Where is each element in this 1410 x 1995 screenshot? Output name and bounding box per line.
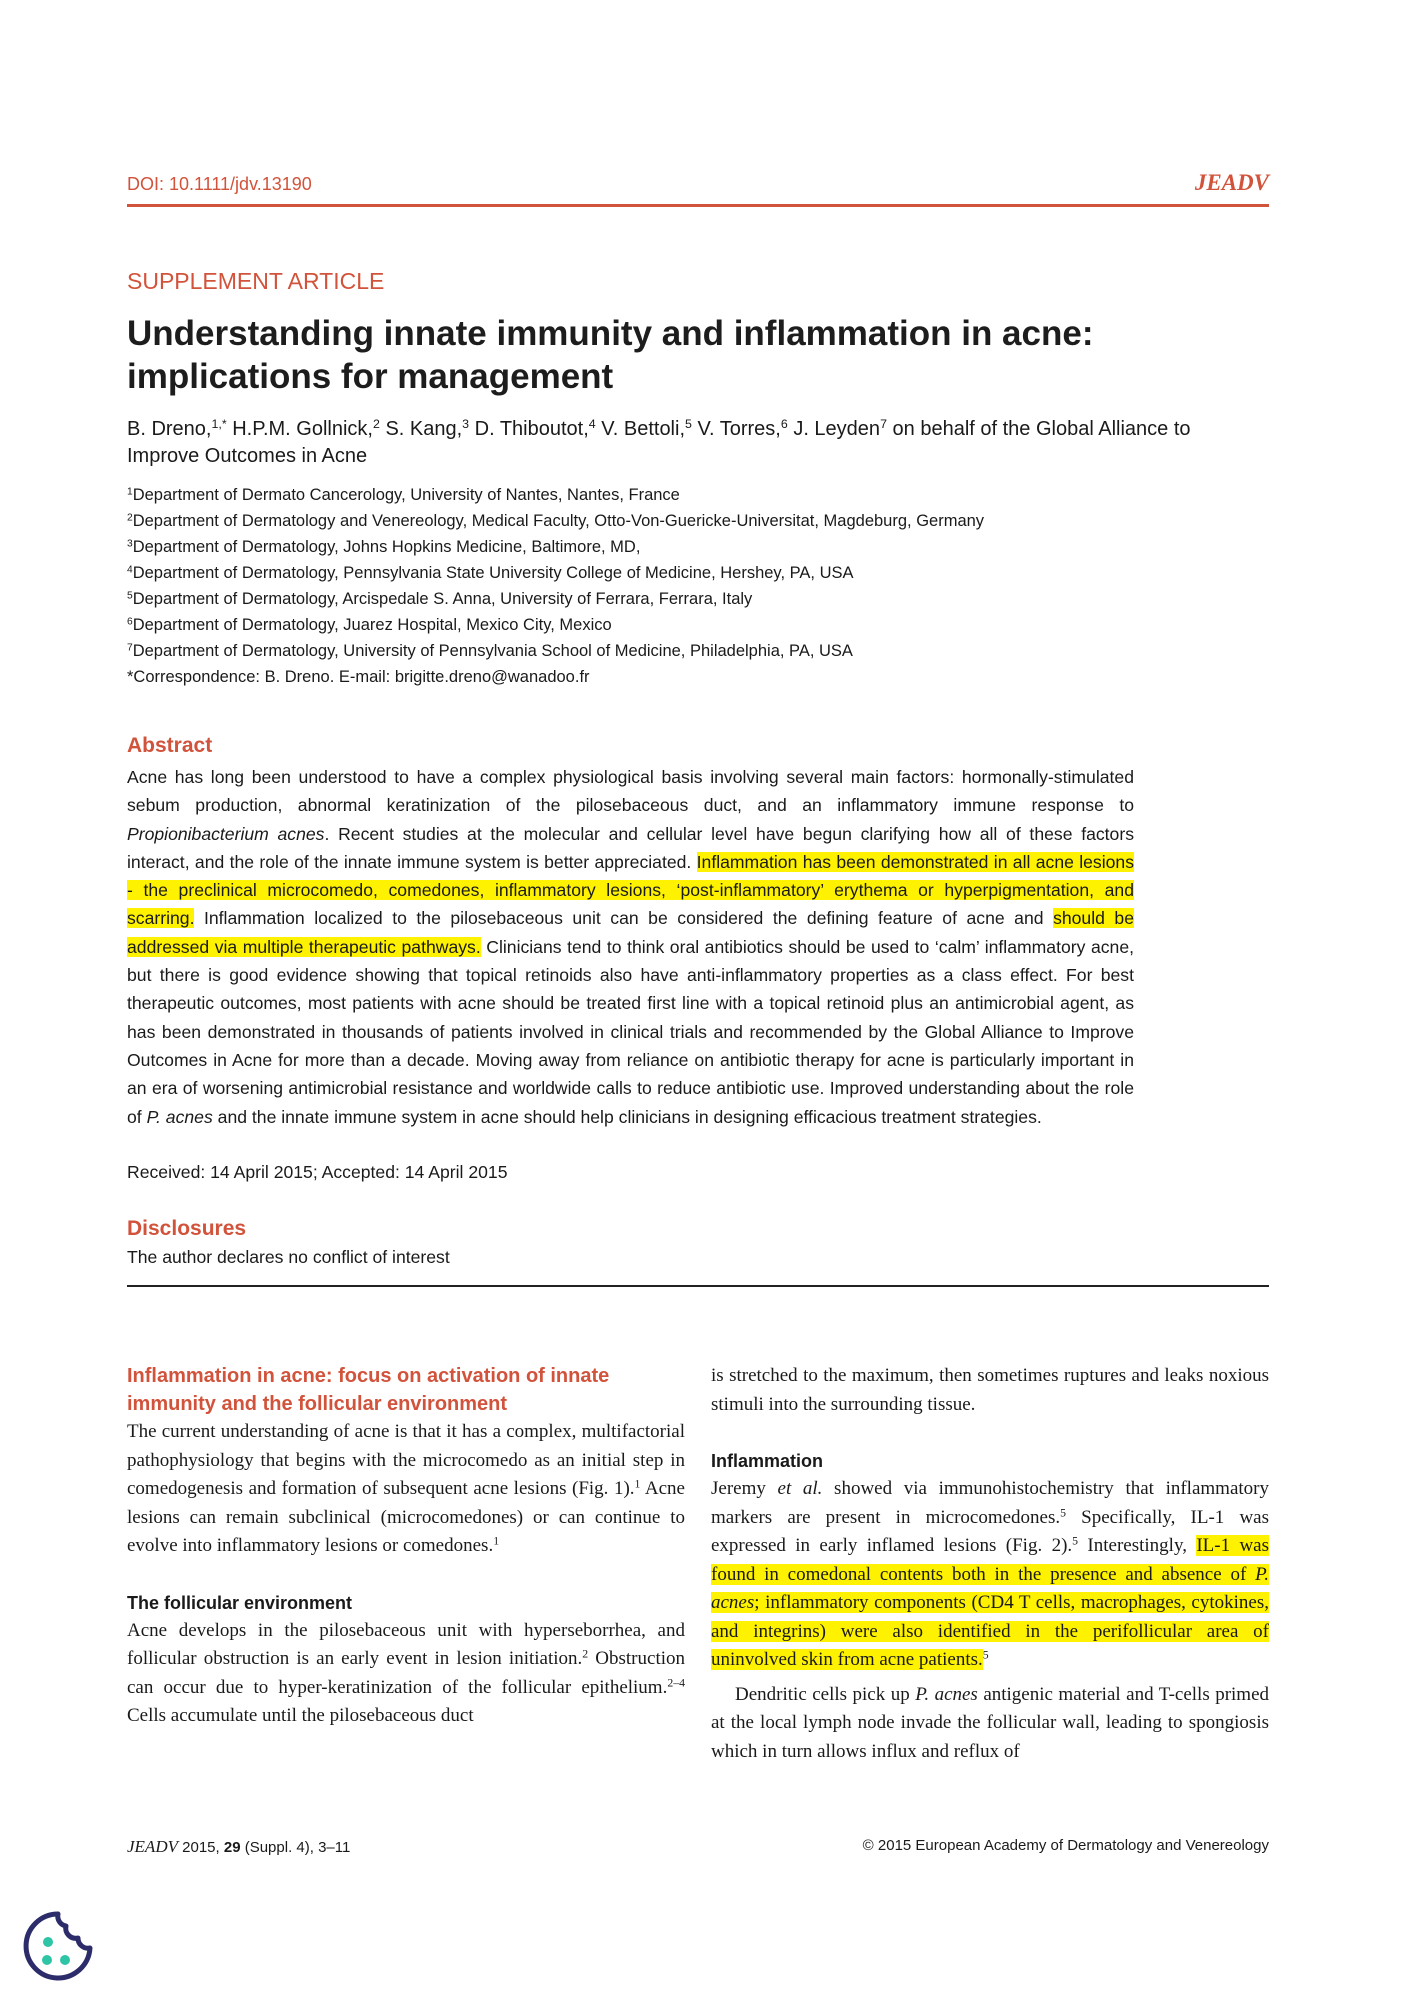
author-affil: 5 [685, 417, 692, 432]
correspondence-name: B. Dreno. [264, 668, 335, 686]
author-group: on behalf of the Global Alliance to Improve Outcomes in Acne [127, 418, 1191, 467]
author-name: B. Dreno, [127, 418, 212, 440]
author-list [127, 416, 1207, 470]
article-title: Understanding innate immunity and inflammation in acne: implications for management [127, 314, 1094, 396]
subsection-heading: Inflammation [711, 1451, 824, 1471]
journal-logo: JEADV [1194, 170, 1269, 195]
author-affil: 7 [880, 417, 887, 432]
affiliation-item [127, 482, 1227, 508]
disclosures-text: The author declares no conflict of interest [127, 1247, 450, 1267]
affiliation-number: 5 [127, 590, 133, 602]
abstract-text [127, 763, 1134, 1131]
section-type: SUPPLEMENT ARTICLE [127, 268, 385, 294]
left-column [127, 1362, 685, 1731]
affiliation-number: 3 [127, 538, 133, 550]
affiliation-item [127, 560, 1227, 586]
highlight-part: ; inflammatory components (CD4 T cells, macrophages, cytokines, and integrins) were also identified in the perifollicular area of uninvolved skin from acne patients. [711, 1592, 1269, 1670]
section-heading: Inflammation in acne: focus on activation of innate immunity and the follicular environment [127, 1365, 610, 1415]
abstract-sentence: . Recent studies at the molecular and cellular level have begun clarifying how all of these factors interact, and the role of the innate immune system is better appreciated. [127, 823, 1134, 872]
author-name: S. Kang, [379, 418, 463, 440]
body-sentence: Dendritic cells pick up [735, 1683, 916, 1705]
affiliation-text: Department of Dermatology, Johns Hopkins Medicine, Baltimore, MD, [132, 538, 641, 556]
body-paragraph [711, 1681, 1269, 1767]
citation-ref: 1 [634, 1477, 641, 1491]
footer-volume: 29 [223, 1839, 241, 1856]
author-name: D. Thiboutot, [469, 418, 589, 440]
affiliation-number: 7 [127, 642, 133, 654]
affiliation-item [127, 612, 1227, 638]
citation-ref: 2–4 [667, 1676, 685, 1690]
author-affil: 2 [372, 417, 380, 432]
right-column [711, 1362, 1269, 1766]
author-affil: 3 [462, 417, 470, 432]
body-sentence: Cells accumulate until the pilosebaceous duct [127, 1705, 474, 1726]
body-paragraph [711, 1475, 1269, 1675]
received-date: Received: 14 April 2015; Accepted: 14 April 2015 [127, 1162, 508, 1182]
affiliation-text: Department of Dermatology, Juarez Hospital, Mexico City, Mexico [132, 616, 612, 634]
author-affil: 4 [588, 417, 596, 432]
affiliation-text: Department of Dermato Cancerology, University of Nantes, Nantes, France [132, 486, 680, 504]
affiliation-text: Department of Dermatology, University of Pennsylvania School of Medicine, Philadelphia, PA, USA [132, 642, 853, 660]
species-name: P. acnes [915, 1683, 978, 1705]
footer-journal: JEADV [127, 1837, 178, 1856]
highlighted-text: Inflammation has been demonstrated in all acne lesions - the preclinical microcomedo, comedones, inflammatory lesions, ‘post-inflammatory’ erythema or hyperpigmentation, and scarring. [127, 851, 1135, 929]
body-sentence: showed via immunohistochemistry that inflammatory markers are present in microcomedones. [711, 1478, 1269, 1528]
email-link[interactable]: brigitte.dreno@wanadoo.fr [394, 668, 590, 686]
body-sentence: Jeremy [711, 1478, 778, 1499]
author-name: J. Leyden [787, 418, 881, 440]
abstract-sentence: and the innate immune system in acne should help clinicians in designing efficacious treatment strategies. [212, 1106, 1042, 1127]
body-paragraph [127, 1418, 685, 1561]
et-al: et al. [777, 1478, 823, 1499]
affiliation-text: Department of Dermatology, Pennsylvania State University College of Medicine, Hershey, PA, USA [132, 564, 854, 582]
affiliation-item [127, 508, 1227, 534]
abstract-sentence: Clinicians tend to think oral antibiotics should be used to ‘calm’ inflammatory acne, but there is good evidence showing that topical retinoids also have anti-inflammatory properties as a class effect. For best therapeutic outcomes, most patients with acne should be treated first line with a topical retinoid plus an antimicrobial agent, as has been demonstrated in thousands of patients involved in clinical trials and recommended by the Global Alliance to Improve Outcomes in Acne for more than a decade. Moving away from reliance on antibiotic therapy for acne is particularly important in an era of worsening antimicrobial resistance and worldwide calls to reduce antibiotic use. Improved understanding about the role of [127, 936, 1135, 1127]
affiliation-number: 4 [127, 564, 133, 576]
doi-text: DOI: 10.1111/jdv.13190 [127, 174, 312, 194]
cookie-consent-icon[interactable] [20, 1908, 96, 1984]
body-sentence: Acne lesions can remain subclinical (microcomedones) or can continue to evolve into inflammatory lesions or comedones. [127, 1478, 685, 1556]
body-paragraph [127, 1617, 685, 1731]
footer-pages: (Suppl. 4), 3–11 [240, 1839, 351, 1856]
affiliation-text: Department of Dermatology and Venereology, Medical Faculty, Otto-Von-Guericke-Universitat, Magdeburg, Germany [132, 512, 985, 530]
citation-ref: 2 [582, 1647, 589, 1661]
affiliation-number: 6 [127, 616, 133, 628]
highlight-part: IL-1 was found in comedonal contents both in the presence and absence of [711, 1535, 1269, 1585]
citation-ref: 5 [1072, 1534, 1079, 1548]
body-sentence: Obstruction can occur due to hyper-keratinization of the follicular epithelium. [127, 1648, 685, 1698]
species-name: P. acnes [146, 1106, 213, 1127]
disclosures-heading: Disclosures [127, 1217, 247, 1240]
body-paragraph: is stretched to the maximum, then sometimes ruptures and leaks noxious stimuli into the surrounding tissue. [711, 1365, 1269, 1415]
correspondence-label: *Correspondence: [127, 668, 260, 686]
section-divider [127, 1285, 1269, 1287]
body-sentence: Specifically, IL-1 was expressed in early inflamed lesions (Fig. 2). [711, 1506, 1269, 1556]
footer-citation [127, 1837, 350, 1857]
footer-year: 2015, [177, 1839, 224, 1856]
highlighted-text: should be addressed via multiple therapeutic pathways. [127, 908, 1135, 957]
abstract-sentence: Inflammation localized to the pilosebaceous unit can be considered the defining feature of acne and [194, 908, 1054, 929]
body-sentence: antigenic material and T-cells primed at the local lymph node invade the follicular wall, leading to spongiosis which in turn allows influx and reflux of [711, 1683, 1270, 1762]
subsection-heading: The follicular environment [127, 1592, 353, 1613]
affiliation-list [127, 482, 1227, 690]
author-affil: 6 [780, 417, 788, 432]
citation-ref: 5 [982, 1648, 989, 1662]
footer-copyright: © 2015 European Academy of Dermatology and Venereology [862, 1837, 1269, 1854]
species-name: Propionibacterium acnes [127, 823, 325, 844]
species-name: P. acnes [711, 1563, 1269, 1613]
author-affil: 1,* [211, 417, 227, 432]
abstract-sentence: Acne has long been understood to have a complex physiological basis involving several main factors: hormonally-stimulated sebum production, abnormal keratinization of the pilosebaceous duct, and an inflammatory immune response to [127, 767, 1134, 816]
email-label: E-mail: [338, 668, 391, 686]
author-name: H.P.M. Gollnick, [226, 418, 373, 440]
body-sentence: The current understanding of acne is that it has a complex, multifactorial pathophysiology that begins with the microcomedo as an initial step in comedogenesis and formation of subsequent acne lesions (Fig. 1). [127, 1421, 685, 1499]
abstract-heading: Abstract [127, 734, 213, 757]
affiliation-number: 2 [127, 512, 133, 524]
affiliation-text: Department of Dermatology, Arcispedale S. Anna, University of Ferrara, Ferrara, Italy [132, 590, 753, 608]
affiliation-item [127, 586, 1227, 612]
body-sentence: Interestingly, [1078, 1535, 1197, 1556]
correspondence [127, 664, 1227, 690]
affiliation-item [127, 638, 1227, 664]
body-sentence: Acne develops in the pilosebaceous unit with hyperseborrhea, and follicular obstruction is an early event in lesion initiation. [127, 1619, 685, 1669]
header-rule [127, 204, 1269, 207]
citation-ref: 1 [493, 1534, 500, 1548]
affiliation-number: 1 [127, 486, 133, 498]
affiliation-item [127, 534, 1227, 560]
author-name: V. Torres, [691, 418, 781, 440]
author-name: V. Bettoli, [595, 418, 686, 440]
citation-ref: 5 [1060, 1506, 1067, 1520]
